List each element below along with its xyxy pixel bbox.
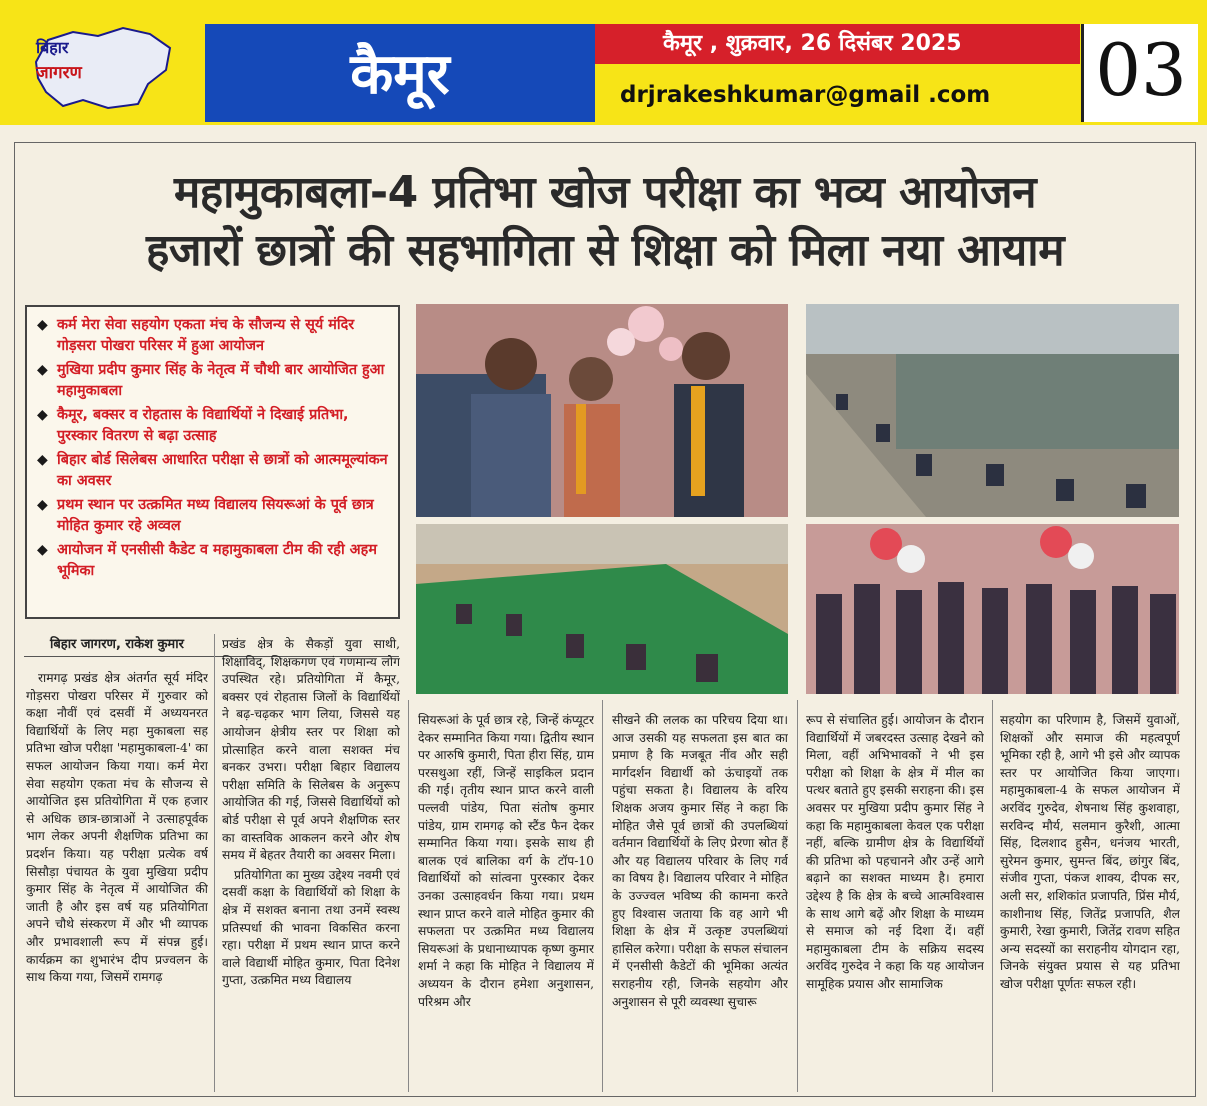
column-divider: [214, 634, 215, 1092]
highlight-text: आयोजन में एनसीसी कैडेट व महामुकाबला टीम की रही अहम भूमिका: [57, 542, 377, 579]
highlight-text: बिहार बोर्ड सिलेबस आधारित परीक्षा से छात्रों को आत्ममूल्यांकन का अवसर: [57, 452, 388, 489]
column-divider: [602, 700, 603, 1092]
headline-line-2: हजारों छात्रों की सहभागिता से शिक्षा को मिला नया आयाम: [145, 225, 1065, 276]
section-title-box: [205, 24, 595, 122]
article-paragraph: सहयोग का परिणाम है, जिसमें युवाओं, शिक्षकों और समाज की महत्वपूर्ण भूमिका रही है, आगे भी इसे और व्यापक स्तर पर आयोजित किया जाएगा। महामुकाबला-4 के सफल आयोजन में अरविंद गुरुदेव, शेषनाथ सिंह कुशवाहा, सरविन्द मौर्य, सलमान कुरैशी, आत्मा सिंह, दिलशाद हुसैन, धनंजय भारती, सुरेमन कुमार, सुमन्त बिंद, छांगुर बिंद, संजीव गुप्ता, पंकज शाक्य, दीपक सर, अली सर, शशिकांत प्रजापति, प्रिंस मौर्य, काशीनाथ सिंह, जितेंद्र प्रजापति, शैल कुमारी, रेखा कुमारी, जितेंद्र रावण सहित अन्य सदस्यों का सराहनीय योगदान रहा, जिनके संयुक्त प्रयास से यह प्रतिभा खोज परीक्षा पूर्णतः सफल रही।: [1000, 713, 1180, 991]
logo-line-jagran: जागरण: [36, 63, 82, 83]
highlight-text: कर्म मेरा सेवा सहयोग एकता मंच के सौजन्य से सूर्य मंदिर गोड़सरा पोखरा परिसर में हुआ आयोजन: [57, 317, 355, 354]
article-paragraph: रूप से संचालित हुई। आयोजन के दौरान विद्यार्थियों में जबरदस्त उत्साह देखने को मिला, वहीं अभिभावकों ने भी इस परीक्षा को शिक्षा के क्षेत्र में मील का पत्थर बताते हुए इसकी सराहना की। इस अवसर पर मुखिया प्रदीप कुमार सिंह ने कहा कि महामुकाबला केवल एक परीक्षा नहीं, बल्कि ग्रामीण क्षेत्र के विद्यार्थियों की प्रतिभा को पहचानने और उन्हें आगे बढ़ाने का सशक्त माध्यम है। हमारा उद्देश्य है कि क्षेत्र के बच्चे आत्मविश्वास के साथ आगे बढ़ें और शिक्षा के माध्यम से समाज को नई दिशा दें। वहीं महामुकाबला टीम के सक्रिय सदस्य अरविंद गुरुदेव ने कहा कि यह आयोजन सामूहिक प्रयास और सामाजिक: [806, 713, 984, 991]
highlight-item: [35, 540, 392, 582]
photo-award-ceremony: [806, 524, 1179, 694]
highlight-item: [35, 360, 392, 402]
column-divider: [992, 700, 993, 1092]
diamond-bullet-icon: ◆: [37, 362, 48, 378]
diamond-bullet-icon: ◆: [37, 407, 48, 423]
photo-exam-by-pond: [806, 304, 1179, 517]
diamond-bullet-icon: ◆: [37, 497, 48, 513]
logo-line-bihar: बिहार: [36, 38, 69, 57]
photo-exam-ground: [416, 524, 788, 694]
highlight-item: [35, 450, 392, 492]
highlight-text: कैमूर, बक्सर व रोहतास के विद्यार्थियों ने दिखाई प्रतिभा, पुरस्कार वितरण से बढ़ा उत्साह: [57, 407, 349, 444]
article-column-6: [1000, 712, 1180, 1090]
column-divider: [797, 700, 798, 1092]
article-column-1: [26, 670, 208, 1095]
page-number-box: [1081, 24, 1198, 122]
column-divider: [408, 700, 409, 1092]
article-column-5: [806, 712, 984, 1090]
headline-line-1: महामुकाबला-4 प्रतिभा खोज परीक्षा का भव्य आयोजन: [173, 167, 1037, 218]
article-paragraph: प्रखंड क्षेत्र के सैकड़ों युवा साथी, शिक्षाविद्, शिक्षकगण एवं गणमान्य लोग उपस्थित रहे। प्रतियोगिता में कैमूर, बक्सर एवं रोहतास जिलों के विद्यार्थियों ने बढ़-चढ़कर भाग लिया, जिससे यह आयोजन क्षेत्रीय स्तर पर शिक्षा को प्रोत्साहित करने वाला सशक्त मंच बनकर उभरा। परीक्षा बिहार विद्यालय परीक्षा समिति के सिलेबस के अनुरूप आयोजित की गई, जिससे विद्यार्थियों को बोर्ड परीक्षा से पूर्व अपने शैक्षणिक स्तर का वास्तविक आकलन करने और शेष समय में बेहतर तैयारी का अवसर मिला।: [222, 637, 400, 863]
newspaper-logo: [18, 16, 190, 116]
highlight-item: [35, 315, 392, 357]
highlights-box: [25, 305, 400, 619]
highlight-text: मुखिया प्रदीप कुमार सिंह के नेतृत्व में चौथी बार आयोजित हुआ महामुकाबला: [57, 362, 385, 399]
highlight-item: [35, 495, 392, 537]
article-paragraph: रामगढ़ प्रखंड क्षेत्र अंतर्गत सूर्य मंदिर गोड़सरा पोखरा परिसर में गुरुवार को कक्षा नौवीं एवं दसवीं में अध्ययनरत विद्यार्थियों के लिए महा मुकाबला सह प्रतिभा खोज परीक्षा 'महामुकाबला-4' का सफल आयोजन किया गया। कर्म मेरा सेवा सहयोग एकता मंच के सौजन्य से आयोजित इस प्रतियोगिता में एक हजार से अधिक छात्र-छात्राओं ने उत्साहपूर्वक भाग लेकर अपनी शैक्षणिक प्रतिभा का प्रदर्शन किया। यह परीक्षा प्रत्येक वर्ष सिसौड़ा पंचायत के युवा मुखिया प्रदीप कुमार सिंह के नेतृत्व में आयोजित की जाती है और इस वर्ष यह प्रतियोगिता अपने चौथे संस्करण में और भी व्यापक और प्रभावशाली रूप में संपन्न हुई। कार्यक्रम का शुभारंभ दीप प्रज्वलन के साथ किया गया, जिसमें रामगढ़: [26, 671, 208, 985]
article-paragraph: प्रतियोगिता का मुख्य उद्देश्य नवमी एवं दसवीं कक्षा के विद्यार्थियों को शिक्षा के क्षेत्र में सशक्त बनाना तथा उनमें स्वस्थ प्रतिस्पर्धा की भावना विकसित करना रहा। परीक्षा में प्रथम स्थान प्राप्त करने वाले विद्यार्थी मोहित कुमार, पिता दिनेश गुप्ता, उत्क्रमित मध्य विद्यालय: [222, 867, 400, 988]
article-column-2: [222, 636, 400, 1092]
article-paragraph: सीखने की ललक का परिचय दिया था। आज उसकी यह सफलता इस बात का प्रमाण है कि मजबूत नींव और सही मार्गदर्शन विद्यार्थी को ऊंचाइयों तक पहुंचा सकता है। विद्यालय के वरिय शिक्षक अजय कुमार सिंह ने कहा कि मोहित जैसे पूर्व छात्रों की उपलब्धियां वर्तमान विद्यार्थियों के लिए प्रेरणा स्रोत हैं और यह विद्यालय परिवार के लिए गर्व का विषय है। विद्यालय परिवार ने मोहित के उज्ज्वल भविष्य की कामना करते हुए विश्वास जताया कि वह आगे भी शिक्षा के क्षेत्र में उत्कृष्ट उपलब्धियां हासिल करेगा। परीक्षा के सफल संचालन में एनसीसी कैडेटों की भूमिका अत्यंत सराहनीय रही, जिनके सहयोग और अनुशासन से पूरी व्यवस्था सुचारू: [612, 713, 788, 1009]
diamond-bullet-icon: ◆: [37, 452, 48, 468]
photo-winners-interview: [416, 304, 788, 517]
masthead: [0, 0, 1207, 125]
highlight-text: प्रथम स्थान पर उत्क्रमित मध्य विद्यालय सियरूआं के पूर्व छात्र मोहित कुमार रहे अव्वल: [57, 497, 374, 534]
page-number: 03: [1095, 28, 1187, 112]
article-column-4: [612, 712, 788, 1090]
diamond-bullet-icon: ◆: [37, 317, 48, 333]
article-paragraph: सियरूआं के पूर्व छात्र रहे, जिन्हें कंप्यूटर देकर सम्मानित किया गया। द्वितीय स्थान पर आरुषि कुमारी, पिता हीरा सिंह, ग्राम परसथुआ रहीं, जिन्हें साइकिल प्रदान की गई। तृतीय स्थान प्राप्त करने वाली पल्लवी पांडेय, पिता संतोष कुमार पांडेय, ग्राम रामगढ़ को स्टैंड फैन देकर सम्मानित किया गया। इसके साथ ही बालक एवं बालिका वर्ग के टॉप-10 विद्यार्थियों को सांत्वना पुरस्कार देकर उनका उत्साहवर्धन किया गया। प्रथम स्थान प्राप्त करने वाले मोहित कुमार की सफलता पर उत्क्रमित मध्य विद्यालय सियरूआं के प्रधानाध्यापक कृष्ण कुमार शर्मा ने कहा कि मोहित ने विद्यालय में अध्ययन के दौरान हमेशा अनुशासन, परिश्रम और: [418, 713, 594, 1009]
highlight-item: [35, 405, 392, 447]
date-line: कैमूर , शुक्रवार, 26 दिसंबर 2025: [595, 24, 1080, 64]
email-address: drjrakeshkumar@gmail .com: [620, 82, 991, 108]
diamond-bullet-icon: ◆: [37, 542, 48, 558]
article-column-3: [418, 712, 594, 1090]
section-title: कैमूर: [350, 41, 450, 107]
byline: बिहार जागरण, राकेश कुमार: [50, 637, 184, 652]
